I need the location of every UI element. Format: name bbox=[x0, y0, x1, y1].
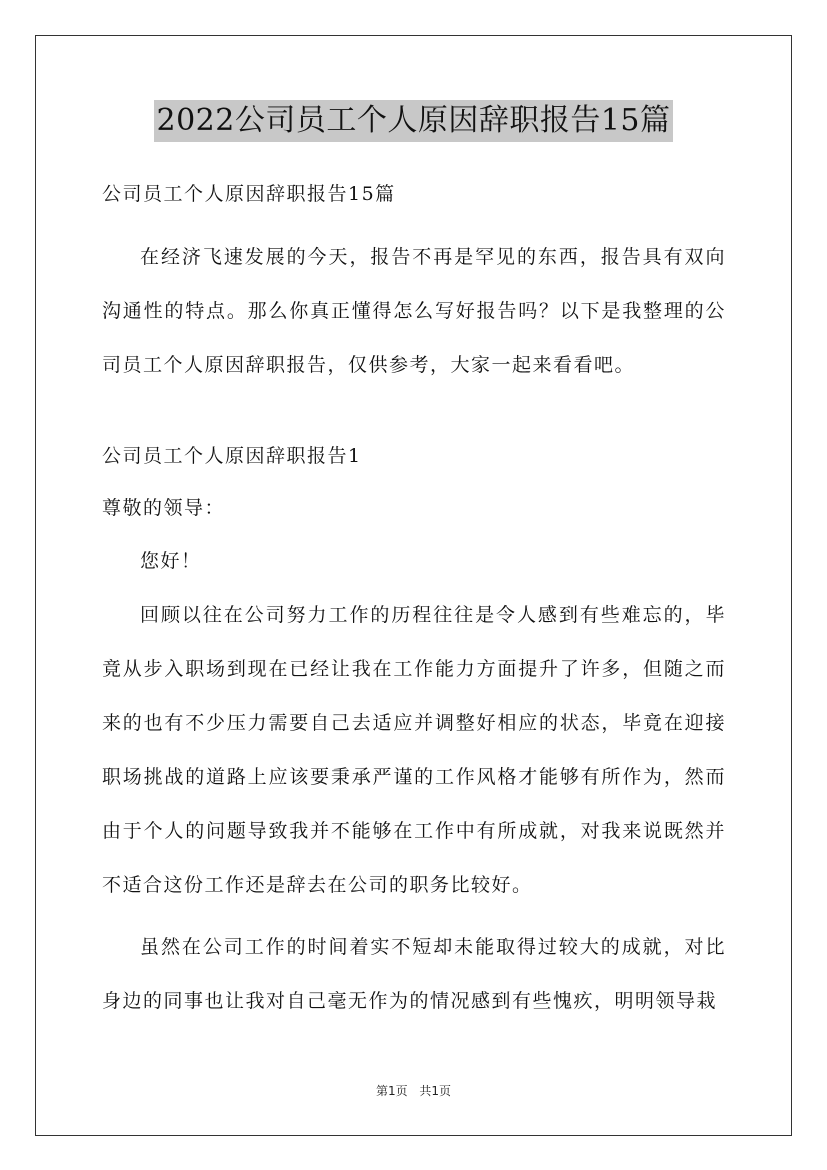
page-number: 第1页 bbox=[375, 1084, 408, 1098]
section-heading: 公司员工个人原因辞职报告1 bbox=[102, 445, 362, 467]
document-body bbox=[102, 176, 726, 1028]
title-container bbox=[0, 100, 827, 142]
body-paragraph-1: 回顾以往在公司努力工作的历程往往是令人感到有些难忘的，毕竟从步入职场到现在已经让我在工作能力方面提升了许多，但随之而来的也有不少压力需要自己去适应并调整好相应的状态，毕竟在迎接职场挑战的道路上应该要秉承严谨的工作风格才能够有所作为，然而由于个人的问题导致我并不能够在工作中有所成就，对我来说既然并不适合这份工作还是辞去在公司的职务比较好。 bbox=[102, 604, 726, 896]
document-title: 2022公司员工个人原因辞职报告15篇 bbox=[154, 100, 672, 142]
page-total: 共1页 bbox=[419, 1084, 452, 1098]
greeting: 您好！ bbox=[140, 550, 202, 572]
document-subtitle: 公司员工个人原因辞职报告15篇 bbox=[102, 183, 396, 205]
salutation: 尊敬的领导： bbox=[102, 497, 226, 519]
page-footer bbox=[0, 1082, 827, 1099]
intro-paragraph: 在经济飞速发展的今天，报告不再是罕见的东西，报告具有双向沟通性的特点。那么你真正懂得怎么写好报告吗？以下是我整理的公司员工个人原因辞职报告，仅供参考，大家一起来看看吧。 bbox=[102, 246, 726, 376]
body-paragraph-2: 虽然在公司工作的时间着实不短却未能取得过较大的成就，对比身边的同事也让我对自己毫无作为的情况感到有些愧疚，明明领导栽 bbox=[102, 936, 726, 1012]
